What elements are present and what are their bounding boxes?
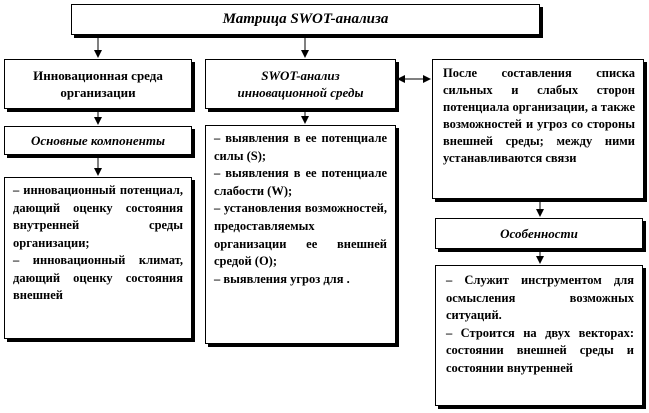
node-components-list xyxy=(4,177,192,339)
swot-item-3: – выявления угроз для . xyxy=(214,271,350,286)
swot-innovation-label: SWOT-анализ инновационной среды xyxy=(237,68,364,100)
innovation-env-label: Инновационная среда организации xyxy=(33,68,163,100)
features-item-1: – Строится на двух векторах: состоянии внешней среды и состоянии внутренней xyxy=(446,325,634,375)
components-item-0: – инновационный потенциал, дающий оценку состояния внутренней среды организации; xyxy=(13,183,183,250)
node-swot-list xyxy=(205,125,396,344)
features-item-0: – Служит инструментом для осмысления возможных ситуаций. xyxy=(446,273,634,322)
swot-item-1: – выявления в ее потенциале слабости (W); xyxy=(214,166,387,198)
node-features-list xyxy=(435,265,643,406)
after-list-text: После составления списка сильных и слабых сторон потенциала организации, а также возможностей и угроз со стороны внешней среды; между ними устанавливаются связи xyxy=(443,66,635,165)
main-components-label: Основные компоненты xyxy=(30,132,165,148)
node-innovation-env xyxy=(4,59,192,109)
features-label: Особенности xyxy=(500,225,578,241)
title-label: Матрица SWOT-анализа xyxy=(222,11,389,27)
components-item-1: – инновационный климат, дающий оценку состояния внешней xyxy=(13,253,183,302)
node-title xyxy=(71,4,540,35)
node-after-list xyxy=(432,59,644,199)
node-swot-innovation xyxy=(205,59,396,109)
swot-item-2: – установления возможностей, предоставляемых организации ее внешней средой (O); xyxy=(214,201,387,269)
node-main-components xyxy=(4,126,192,155)
node-features xyxy=(435,218,643,249)
swot-item-0: – выявления в ее потенциале силы (S); xyxy=(214,131,387,163)
